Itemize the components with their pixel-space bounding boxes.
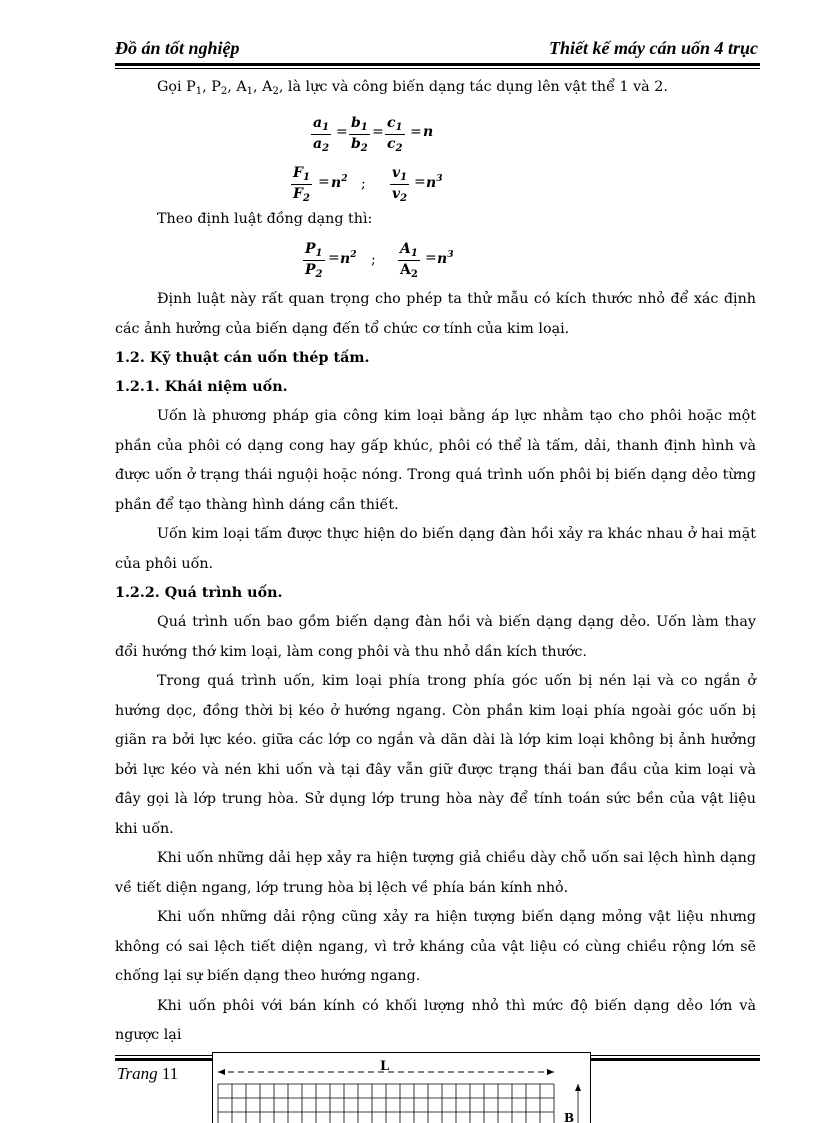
paragraph-small-radius: Khi uốn phôi với bán kính có khối lượng nhỏ thì mức độ biến dạng dẻo lớn và ngược lại [115,997,756,1043]
section-heading-1-2-2: 1.2.2. Quá trình uốn. [115,585,283,601]
technical-drawing-grid [212,1052,592,1123]
section-heading-1-2-1: 1.2.1. Khái niệm uốn. [115,379,288,395]
equation-similarity-ratio: $\frac{a_1}{a_2}$ = $\frac{b_1}{b_2}$ = $\frac{c_1}{c_2}$ = n [313,115,434,154]
paragraph-similarity-law: Định luật này rất quan trọng cho phép ta thử mẫu có kích thước nhỏ để xác định các ảnh hưởng của biến dạng đến tổ chức cơ tính của kim loại. [115,291,756,337]
page-body [115,74,756,1051]
law-intro: Theo định luật đồng dạng thì: [157,211,373,227]
footer-page-label: Trang [117,1064,158,1083]
intro-paragraph: Gọi $P_1$, $P_2$, $A_1$, $A_2$, là lực và công biến dạng tác dụng lên vật thể 1 và 2. [157,79,668,97]
paragraph-neutral-layer: Trong quá trình uốn, kim loại phía trong phía góc uốn bị nén lại và co ngắn ở hướng dọc, đồng thời bị kéo ở hướng ngang. Còn phần kim loại phía ngoài góc uốn bị giãn ra bởi lực kéo. giữa các lớp co ngắn và dãn dài là lớp kim loại không bị ảnh hưởng bởi lực kéo và nén khi uốn và tại đây vẫn giữ được trạng thái ban đầu của kim loại và đây gọi là lớp trung hòa. Sử dụng lớp trung hòa này để tính toán sức bền của vật liệu khi uốn. [115,673,756,837]
dimension-label-L: L [380,1059,390,1074]
page-header [115,38,760,60]
paragraph-narrow-strips: Khi uốn những dải hẹp xảy ra hiện tượng giả chiều dày chỗ uốn sai lệch hình dạng về tiết diện ngang, lớp trung hòa bị lệch về phía bán kính nhỏ. [115,850,756,896]
dimension-label-B: B [564,1111,575,1123]
paragraph-bending-process: Quá trình uốn bao gồm biến dạng đàn hồi và biến dạng dạng dẻo. Uốn làm thay đổi hướng thớ kim loại, làm cong phôi và thu nhỏ dần kích thước. [115,614,756,660]
page-footer [117,1064,178,1084]
header-rule-thick [115,63,760,66]
paragraph-wide-strips: Khi uốn những dải rộng cũng xảy ra hiện tượng biến dạng mỏng vật liệu nhưng không có sai lệch tiết diện ngang, vì trở kháng của vật liệu có cùng chiều rộng lớn sẽ chống lại sự biến dạng theo hướng ngang. [115,909,756,984]
header-left-title: Đồ án tốt nghiệp [115,38,240,58]
paragraph-bending-definition: Uốn là phương pháp gia công kim loại bằng áp lực nhằm tạo cho phôi hoặc một phần của phôi có dạng cong hay gấp khúc, phôi có thể là tấm, dải, thanh định hình và được uốn ở trạng thái nguội hoặc nóng. Trong quá trình uốn phôi bị biến dạng dẻo từng phần để tạo thàng hình dáng cần thiết. [115,408,756,513]
paragraph-sheet-bending: Uốn kim loại tấm được thực hiện do biến dạng đàn hồi xảy ra khác nhau ở hai mặt của phôi uốn. [115,526,756,572]
section-heading-1-2: 1.2. Kỹ thuật cán uốn thép tấm. [115,350,370,366]
header-rule-thin [115,68,760,69]
footer-page-number: 11 [161,1064,179,1083]
header-right-title: Thiết kế máy cán uốn 4 trục [548,38,758,58]
equation-area-volume: $\frac{F_1}{F_2}$ = $n^2$ ; $\frac{v_1}{v_2}$ = $n^3$ [293,165,443,204]
equation-force-work: $\frac{P_1}{P_2}$ = $n^2$ ; $\frac{A_1}{A_2}$ = $n^3$ [305,241,454,280]
